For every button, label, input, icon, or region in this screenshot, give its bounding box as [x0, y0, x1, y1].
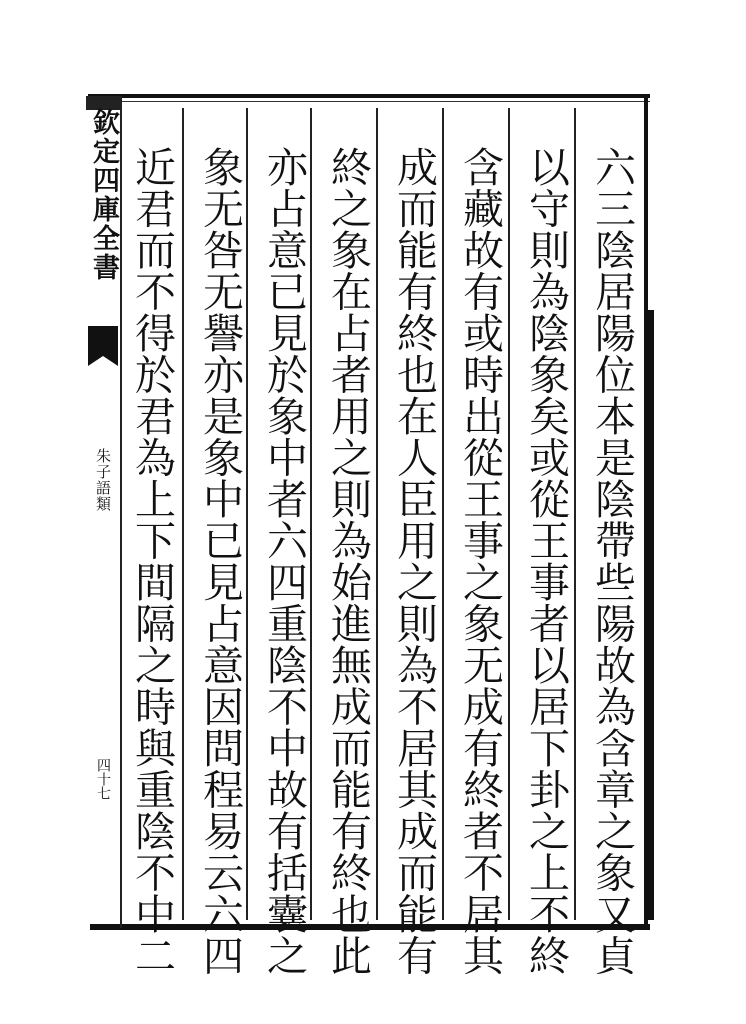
top-border-inner — [88, 101, 650, 102]
page-edge-shadow — [648, 310, 654, 920]
column-divider — [246, 108, 248, 920]
fishtail-mark — [88, 326, 118, 364]
text-column-3: 含藏故有或時出從王事之象无成有終者不居其 — [456, 146, 504, 976]
text-column-7: 象无咎无譽亦是象中已見占意因問程易云六四 — [196, 146, 244, 976]
text-column-5: 終之象在占者用之則為始進無成而能有終也此 — [324, 146, 372, 976]
text-column-8: 近君而不得於君為上下間隔之時與重陰不中二 — [128, 146, 176, 976]
column-divider — [310, 108, 312, 920]
spine-page-number: 四十七 — [95, 758, 111, 800]
column-divider — [182, 108, 184, 920]
top-border — [88, 94, 650, 98]
column-divider — [574, 108, 576, 920]
column-divider — [508, 108, 510, 920]
text-column-4: 成而能有終也在人臣用之則為不居其成而能有 — [390, 146, 438, 976]
column-divider — [442, 108, 444, 920]
spine-book-title: 朱子語類 — [94, 448, 112, 512]
text-column-1: 六三陰居陽位本是陰帶些陽故為含章之象又貞 — [588, 146, 636, 976]
column-divider — [376, 108, 378, 920]
text-column-6: 亦占意已見於象中者六四重陰不中故有括囊之 — [260, 146, 308, 976]
spine-title: 欽定四庫全書 — [88, 108, 119, 282]
text-column-2: 以守則為陰象矣或從王事者以居下卦之上不終 — [522, 146, 570, 976]
